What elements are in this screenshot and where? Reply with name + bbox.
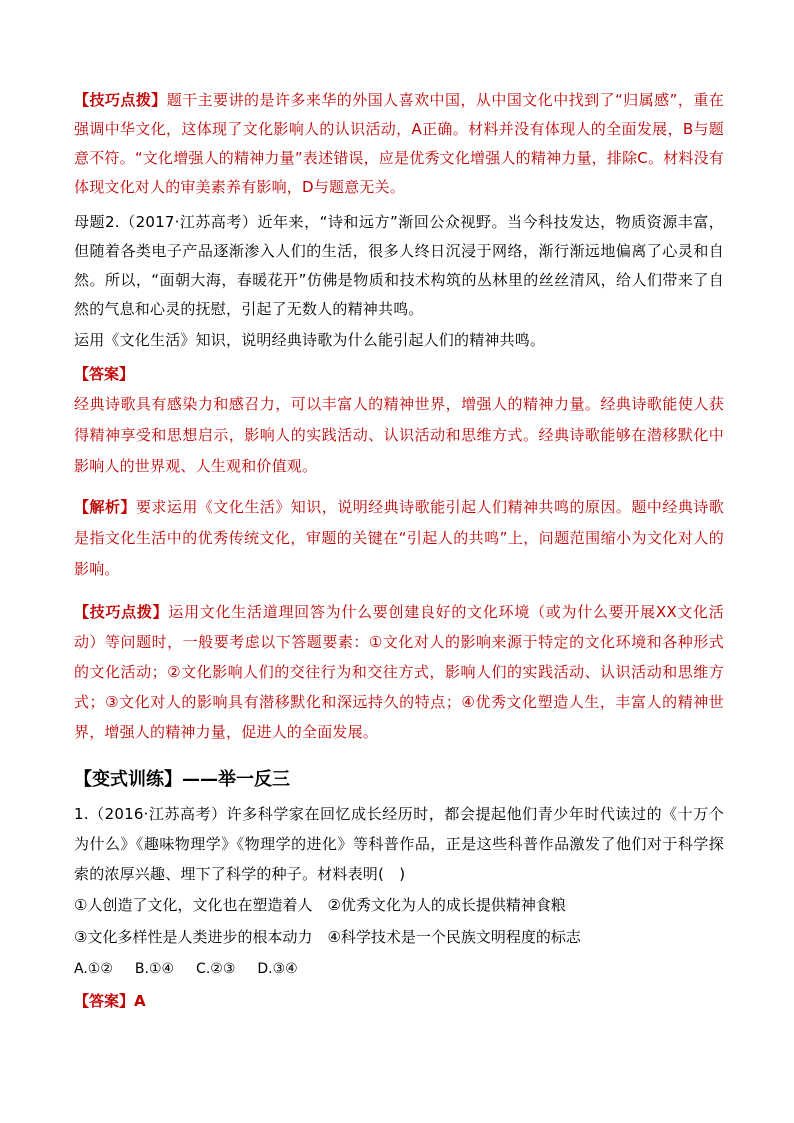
question-2-prompt: 运用《文化生活》知识，说明经典诗歌为什么能引起人们的精神共鸣。 [74, 331, 546, 349]
exercise-1-choices [74, 953, 724, 985]
choice-b: B.①④ [134, 961, 175, 977]
analysis-text-2: 要求运用《文化生活》知识，说明经典诗歌能引起人们精神共鸣的原因。题中经典诗歌是指文化生活中的优秀传统文化，审题的关键在“引起人的共鸣”上，问题范围缩小为文化对人的影响。 [74, 498, 724, 578]
analysis-section-2 [74, 492, 724, 585]
tip-paragraph-2 [74, 597, 724, 747]
choice-a: A.①② [74, 961, 113, 977]
choice-c: C.②③ [196, 961, 236, 977]
answer-section-2 [74, 359, 724, 482]
question-2 [74, 208, 724, 355]
section-heading: 【变式训练】——举一反三 [74, 769, 290, 790]
exercise-1-option-line-1: ①人创造了文化，文化也在塑造着人 ②优秀文化为人的成长提供精神食粮 [74, 896, 566, 914]
exercise-1-answer-label: 【答案】 [74, 992, 135, 1010]
document-page [74, 86, 724, 1017]
tip-text-2: 运用文化生活道理回答为什么要创建良好的文化环境（或为什么要开展XX文化活动）等问题时，一般要考虑以下答题要素：①文化对人的影响来源于特定的文化环境和各种形式的文化活动；②文化影响人们的交往行为和交往方式，影响人们的实践活动、认识活动和思维方式；③文化对人的影响具有潜移默化和深远持久的特点；④优秀文化塑造人生，丰富人的精神世界，增强人的精神力量，促进人的全面发展。 [74, 603, 724, 741]
choice-d: D.③④ [257, 961, 298, 977]
tip-text-1: 题干主要讲的是许多来华的外国人喜欢中国，从中国文化中找到了“归属感”，重在强调中华文化，这体现了文化影响人的认识活动，A正确。材料并没有体现人的全面发展，B与题意不符。“文化增强人的精神力量”表述错误，应是优秀文化增强人的精神力量，排除C。材料没有体现文化对人的审美素养有影响，D与题意无关。 [74, 91, 724, 196]
exercise-1-answer [74, 985, 724, 1017]
answer-text-2: 经典诗歌具有感染力和感召力，可以丰富人的精神世界，增强人的精神力量。经典诗歌能使人获得精神享受和思想启示，影响人的实践活动、认识活动和思维方式。经典诗歌能够在潜移默化中影响人的世界观、人生观和价值观。 [74, 395, 724, 475]
answer-label-2: 【答案】 [74, 365, 135, 383]
tip-label-2: 【技巧点拨】 [74, 603, 169, 621]
tip-paragraph-1 [74, 86, 724, 202]
exercise-1 [74, 799, 724, 1017]
tip-section-2 [74, 597, 724, 747]
exercise-1-answer-value: A [134, 992, 146, 1010]
tip-section-1 [74, 86, 724, 202]
tip-label-1: 【技巧点拨】 [74, 91, 167, 109]
exercise-1-text: 1.（2016·江苏高考）许多科学家在回忆成长经历时，都会提起他们青少年时代读过的《十万个为什么》《趣味物理学》《物理学的进化》等科普作品，正是这些科普作品激发了他们对于科学探索的浓厚兴趣、埋下了科学的种子。材料表明( ) [74, 805, 724, 883]
question-2-text: 母题2.（2017·江苏高考）近年来，“诗和远方”渐回公众视野。当今科技发达，物质资源丰富，但随着各类电子产品逐渐渗入人们的生活，很多人终日沉浸于网络，渐行渐远地偏离了心灵和自然。所以，“面朝大海，春暖花开”仿佛是物质和技术构筑的丛林里的丝丝清风，给人们带来了自然的气息和心灵的抚慰，引起了无数人的精神共鸣。 [74, 213, 724, 318]
exercise-1-option-line-2: ③文化多样性是人类进步的根本动力 ④科学技术是一个民族文明程度的标志 [74, 928, 581, 946]
analysis-paragraph-2 [74, 492, 724, 585]
analysis-label-2: 【解析】 [74, 498, 136, 516]
